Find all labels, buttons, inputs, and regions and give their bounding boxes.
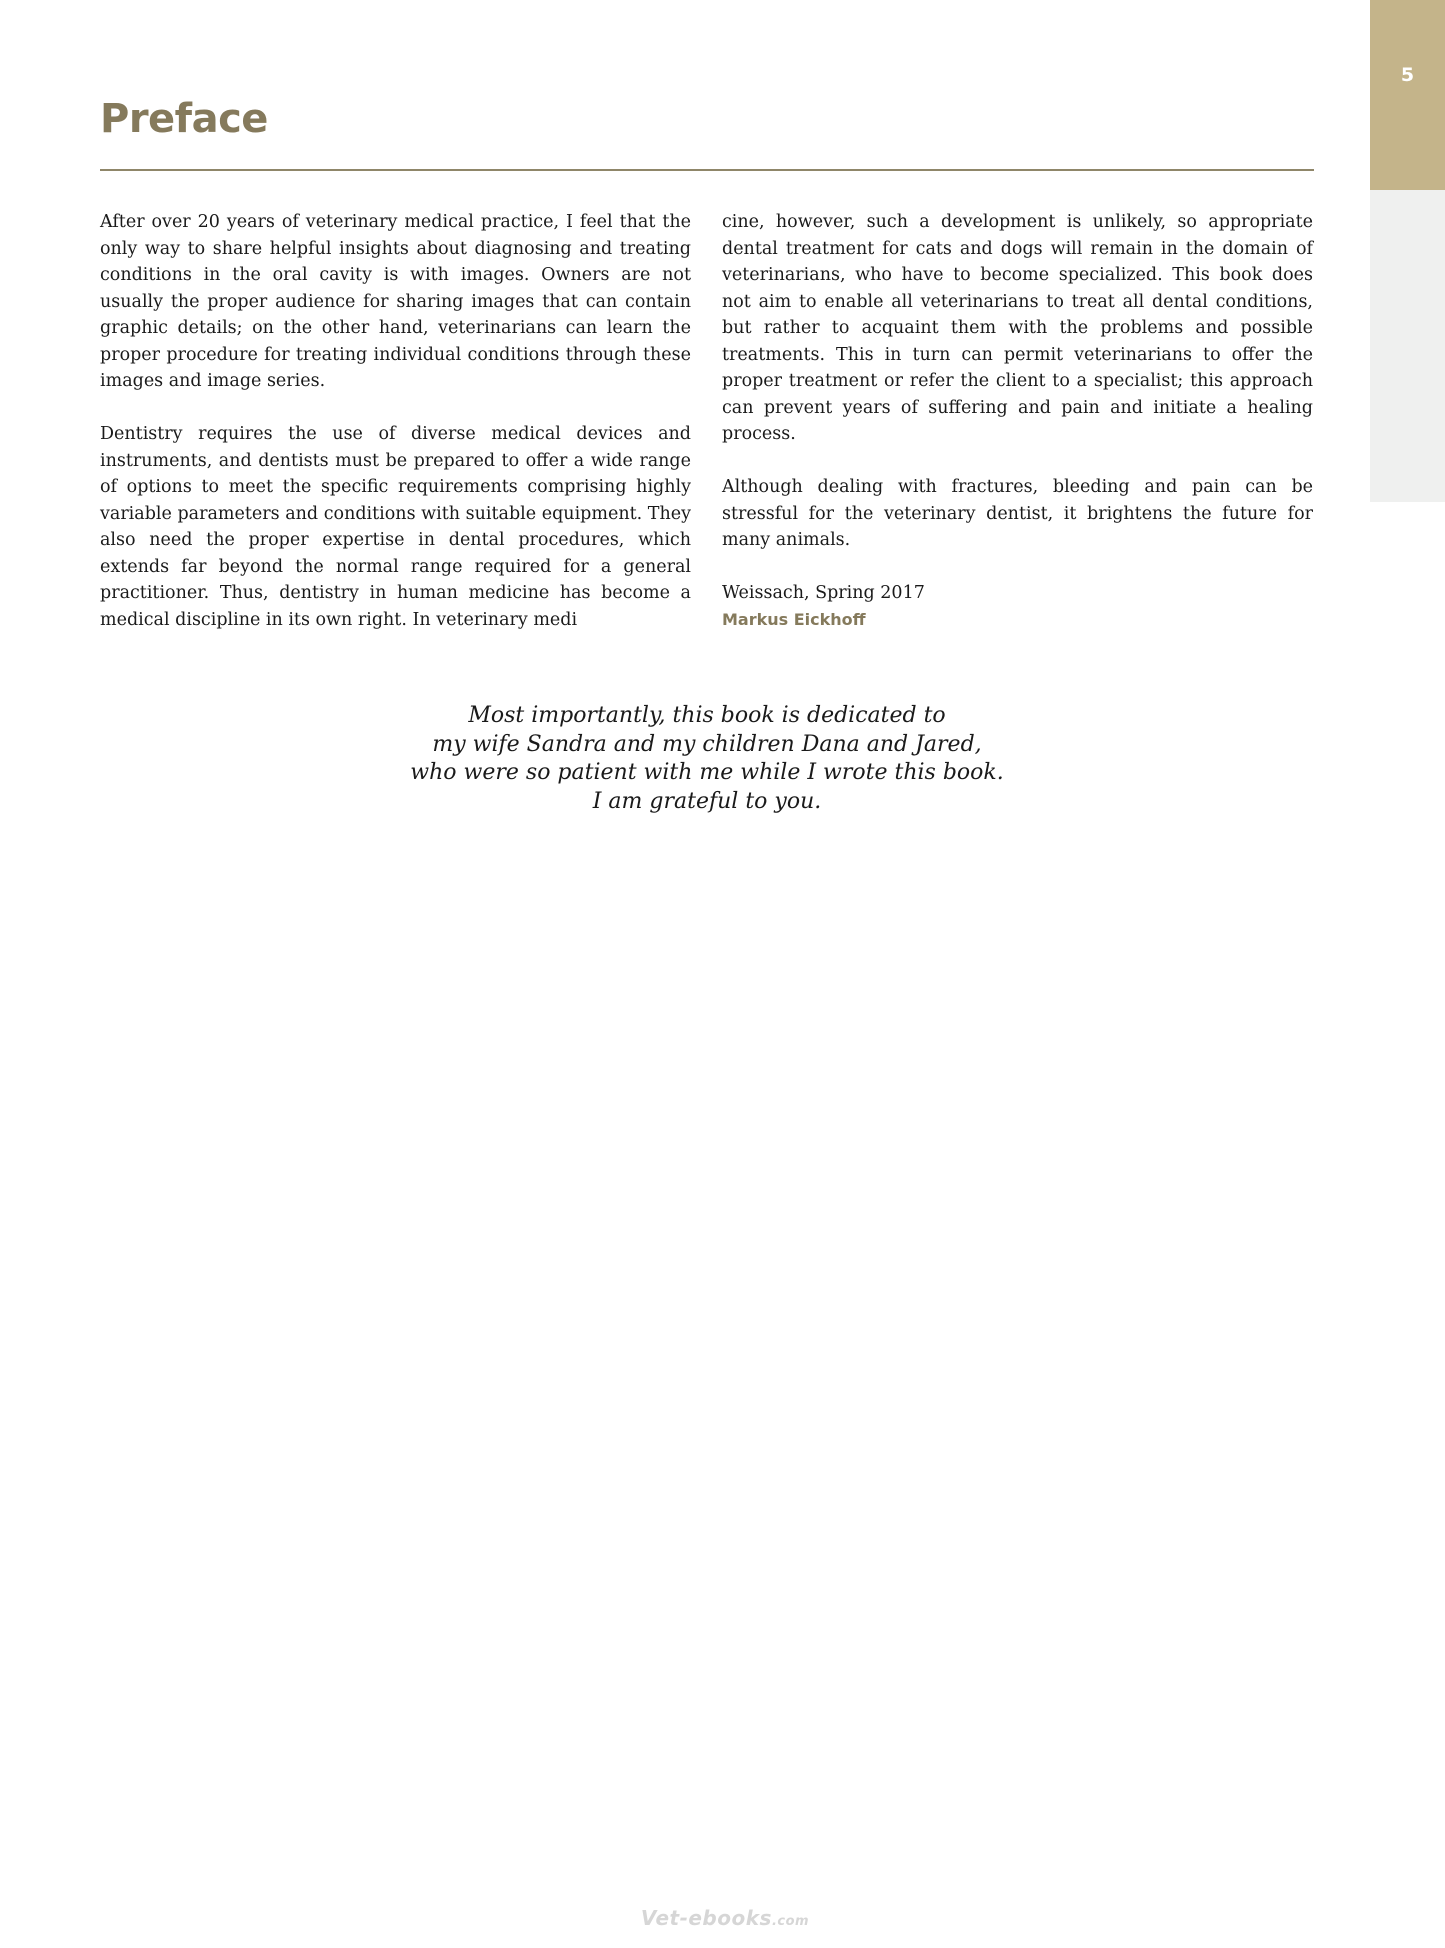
- chapter-tab: [1370, 0, 1445, 190]
- signature-place-date: Weissach, Spring 2017: [722, 583, 925, 603]
- text-column-right: [722, 209, 1313, 633]
- paragraph: cine, however, such a development is unlikely, so appropriate dental treatment for cats and dogs will remain in the domain of veterinarians, who have to become specialized. This book does not aim to enable all veterinarians to treat all dental conditions, but rather to acquaint them with the problems and possible treatments. This in turn can permit veterinarians to offer the proper treatment or refer the client to a specialist; this approach can prevent years of suffering and pain and initiate a healing process.: [722, 212, 1313, 444]
- chapter-tab-extension: [1370, 190, 1445, 502]
- watermark-logo: [640, 1906, 810, 1930]
- paragraph: Dentistry requires the use of diverse medical devices and instruments, and dentists must be prepared to offer a wide range of options to meet the specific requirements comprising highly variable parameters and conditions with suitable equipment. They also need the proper expertise in dental procedures, which extends far beyond the normal range required for a general practitioner. Thus, dentistry in human medicine has become a medical discipline in its own right. In veterinary medi: [100, 424, 691, 630]
- page-number: 5: [1400, 64, 1415, 86]
- paragraph: Although dealing with fractures, bleeding and pain can be stressful for the veterinary dentist, it brightens the future for many animals.: [722, 477, 1313, 550]
- watermark-suffix: .com: [771, 1914, 810, 1929]
- paragraph: After over 20 years of veterinary medical practice, I feel that the only way to share helpful insights about diagnosing and treating conditions in the oral cavity is with images. Owners are not usually the proper audience for sharing images that can contain graphic details; on the other hand, veterinarians can learn the proper procedure for treating individual conditions through these images and image series.: [100, 212, 691, 391]
- page-title: Preface: [100, 96, 268, 142]
- dedication-line: Most importantly, this book is dedicated to: [468, 703, 946, 728]
- author-name: Markus Eickhoff: [722, 609, 866, 629]
- dedication: [300, 702, 1114, 816]
- dedication-line: who were so patient with me while I wrote this book.: [410, 760, 1004, 785]
- watermark-text: Vet-ebooks: [640, 1906, 772, 1930]
- title-divider: [100, 169, 1314, 171]
- text-column-left: [100, 209, 691, 633]
- dedication-line: my wife Sandra and my children Dana and Jared,: [432, 731, 982, 757]
- dedication-line: I am grateful to you.: [592, 788, 822, 814]
